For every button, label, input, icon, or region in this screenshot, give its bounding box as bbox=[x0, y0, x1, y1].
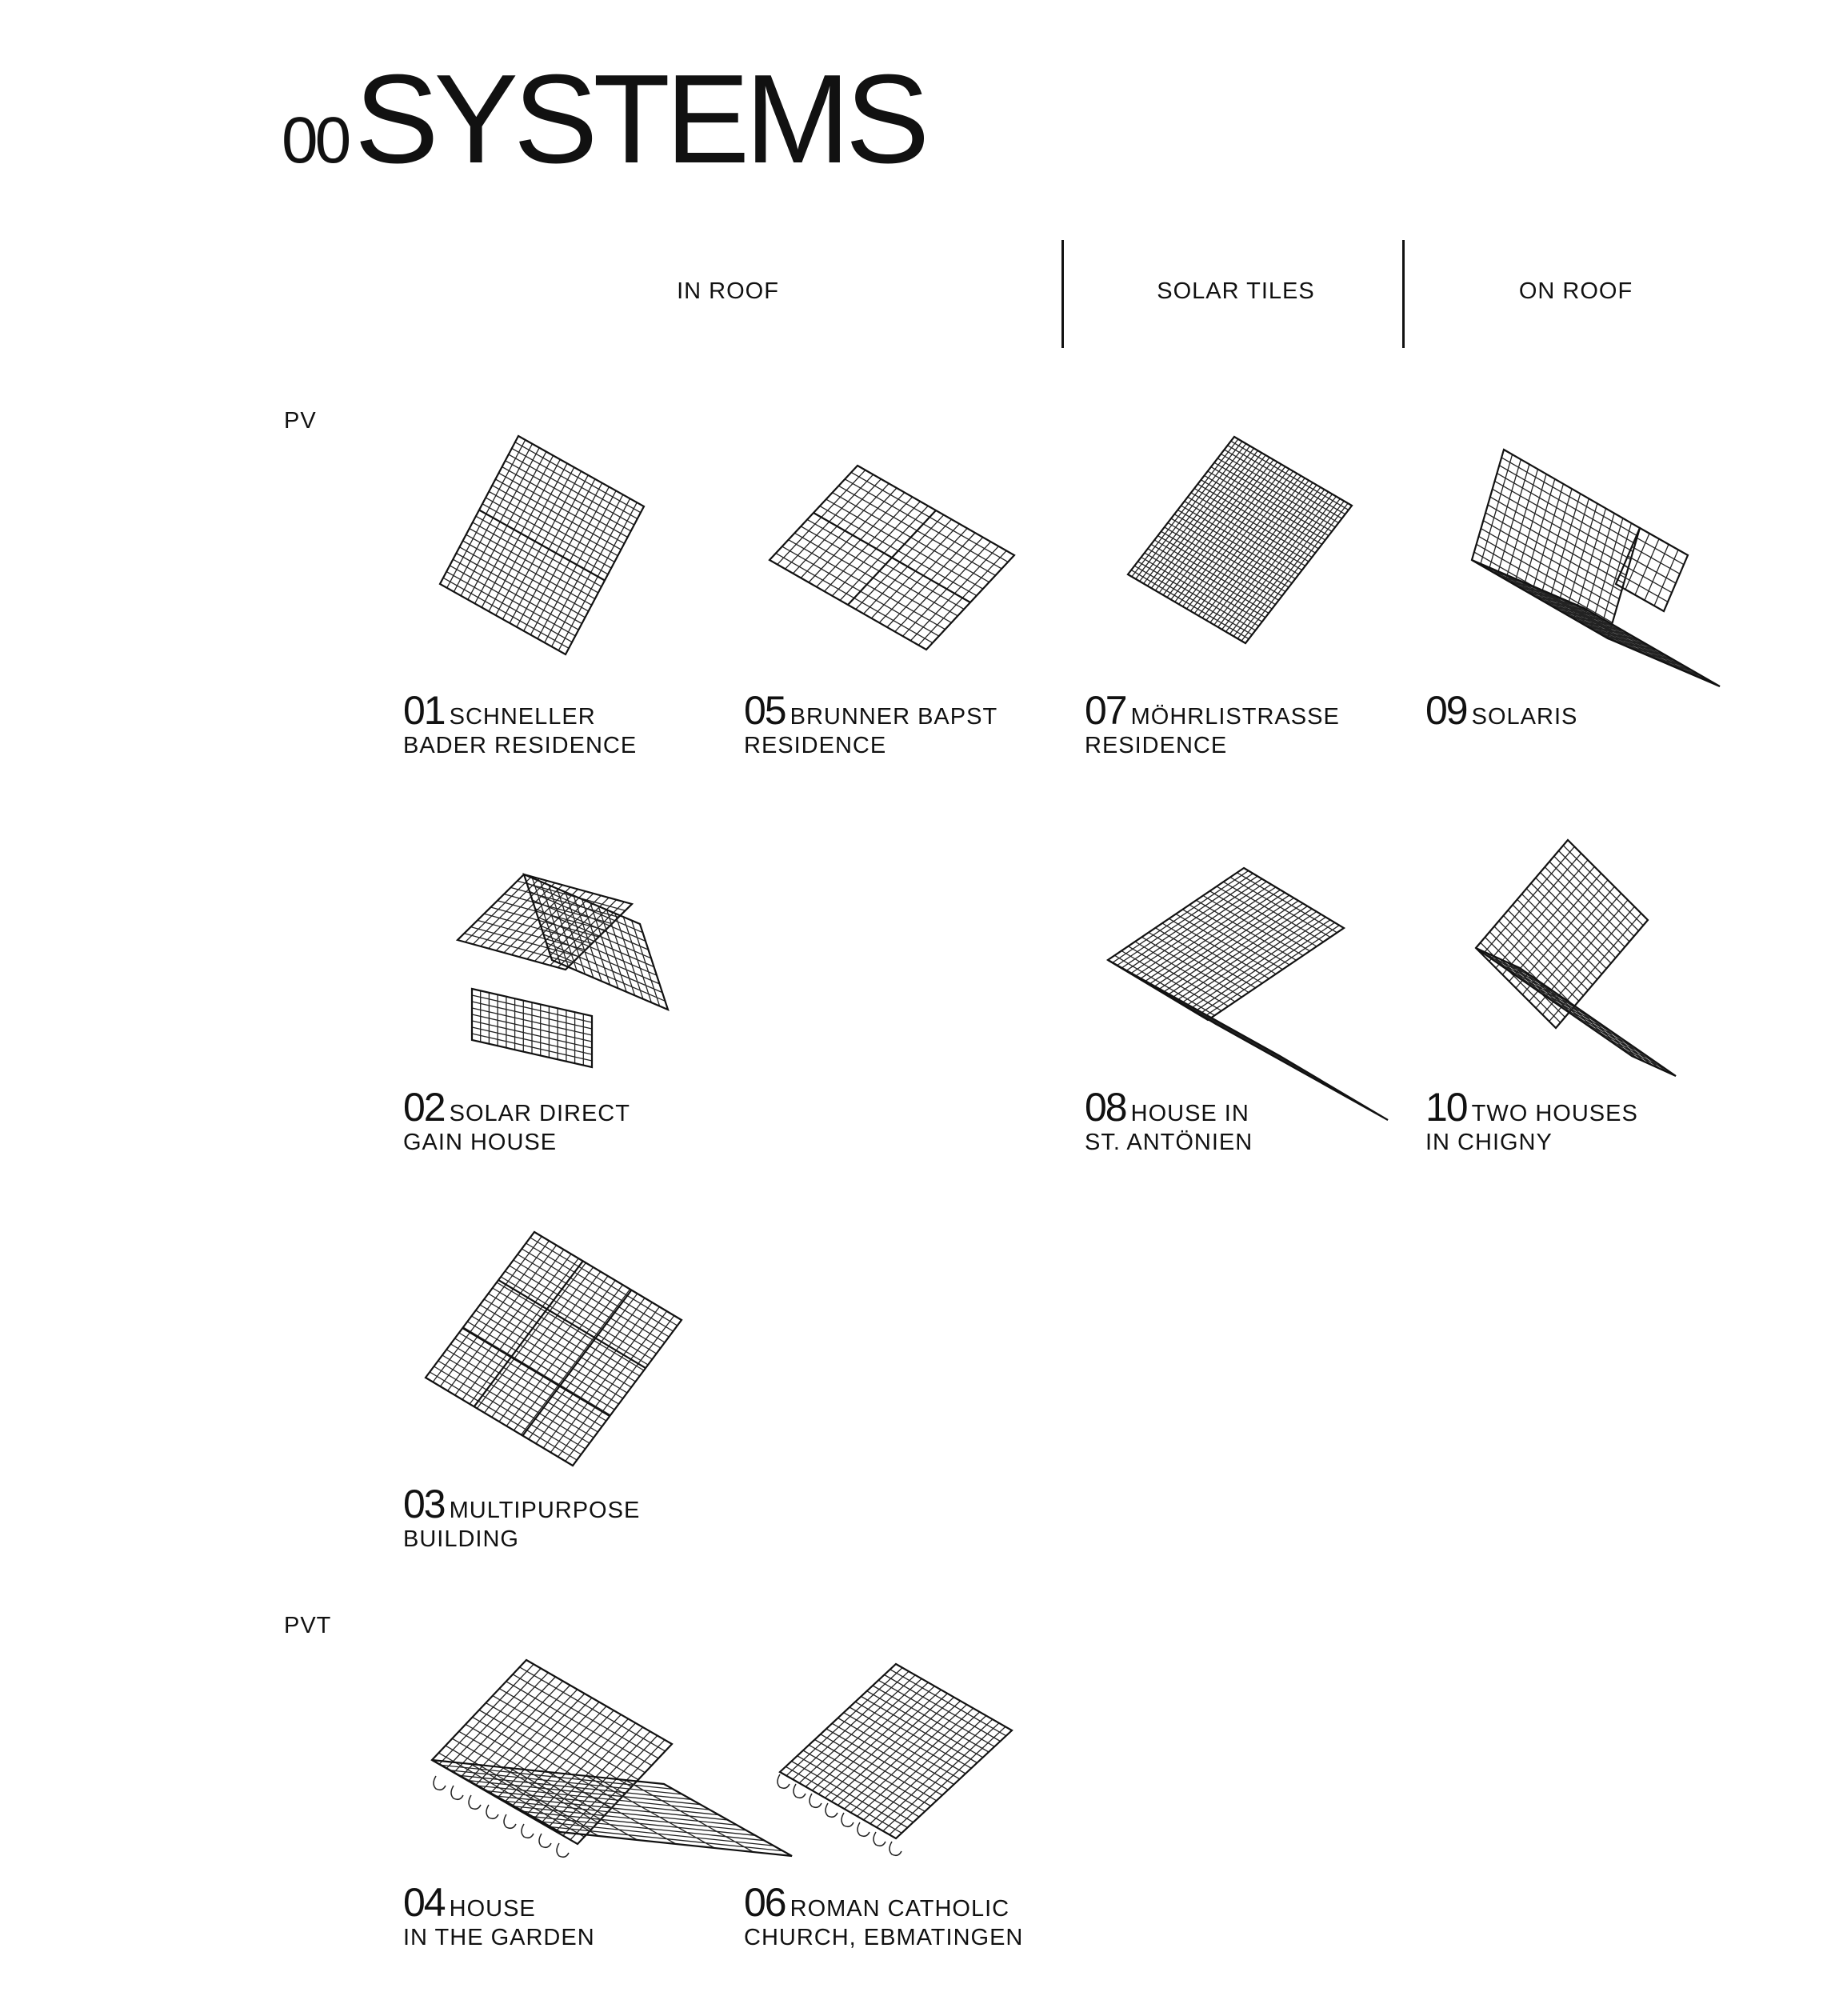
project-name-line1: SCHNELLER bbox=[449, 704, 596, 730]
project-caption-06[interactable] bbox=[744, 1880, 1024, 1952]
project-caption-01[interactable] bbox=[403, 688, 638, 760]
stepped-ridge-roof-grid-icon bbox=[1476, 840, 1676, 1076]
row-label-pv: PV bbox=[284, 408, 317, 434]
project-caption-05[interactable] bbox=[744, 688, 998, 760]
project-number: 03 bbox=[403, 1482, 445, 1526]
project-name-line1: MULTIPURPOSE bbox=[449, 1498, 641, 1523]
project-name-line1: HOUSE IN bbox=[1130, 1101, 1249, 1126]
pvt-collector-grid-icon bbox=[432, 1660, 792, 1857]
wide-pv-roof-grid-icon bbox=[770, 466, 1014, 650]
project-name-line1: MÖHRLISTRASSE bbox=[1130, 704, 1340, 730]
gable-house-grid-icon bbox=[458, 874, 668, 1067]
title-number: 00 bbox=[282, 104, 349, 177]
project-name-line2: GAIN HOUSE bbox=[403, 1130, 558, 1155]
project-name-line1: ROMAN CATHOLIC bbox=[790, 1896, 1010, 1922]
project-name-line2: CHURCH, EBMATINGEN bbox=[744, 1925, 1024, 1950]
project-caption-04[interactable] bbox=[403, 1880, 595, 1952]
project-name-line2: BUILDING bbox=[403, 1526, 519, 1552]
project-number: 06 bbox=[744, 1880, 786, 1925]
pvt-church-roof-grid-icon bbox=[778, 1664, 1012, 1855]
project-name-line2: IN CHIGNY bbox=[1425, 1130, 1553, 1155]
project-caption-03[interactable] bbox=[403, 1482, 641, 1554]
project-name-line1: TWO HOUSES bbox=[1471, 1101, 1638, 1126]
project-number: 01 bbox=[403, 688, 445, 733]
project-number: 02 bbox=[403, 1085, 445, 1130]
solar-tile-roof-grid-icon bbox=[1128, 437, 1352, 643]
project-name-line1: BRUNNER BAPST bbox=[790, 704, 998, 730]
project-caption-10[interactable] bbox=[1425, 1085, 1638, 1157]
project-number: 10 bbox=[1425, 1085, 1467, 1130]
project-caption-07[interactable] bbox=[1085, 688, 1340, 760]
project-number: 08 bbox=[1085, 1085, 1126, 1130]
column-header-on-roof: ON ROOF bbox=[1518, 278, 1633, 304]
project-number: 09 bbox=[1425, 688, 1467, 733]
project-name-line1: SOLARIS bbox=[1471, 704, 1578, 730]
stepped-on-roof-grid-icon bbox=[1472, 450, 1720, 686]
project-caption-02[interactable] bbox=[403, 1085, 630, 1157]
column-header-in-roof: IN ROOF bbox=[677, 278, 779, 304]
project-name-line2: RESIDENCE bbox=[744, 733, 887, 758]
project-name-line2: RESIDENCE bbox=[1085, 733, 1228, 758]
project-number: 07 bbox=[1085, 688, 1126, 733]
project-caption-08[interactable] bbox=[1085, 1085, 1253, 1157]
column-header-solar-tiles: SOLAR TILES bbox=[1157, 278, 1315, 304]
project-name-line2: IN THE GARDEN bbox=[403, 1925, 595, 1950]
project-number: 05 bbox=[744, 688, 786, 733]
project-number: 04 bbox=[403, 1880, 445, 1925]
project-name-line2: ST. ANTÖNIEN bbox=[1085, 1130, 1253, 1155]
project-caption-09[interactable] bbox=[1425, 688, 1578, 733]
row-label-pvt: PVT bbox=[284, 1613, 332, 1638]
rectangular-pv-roof-grid-icon bbox=[440, 436, 644, 654]
project-name-line2: BADER RESIDENCE bbox=[403, 733, 638, 758]
project-name-line1: SOLAR DIRECT bbox=[449, 1101, 630, 1126]
title-word: SYSTEMS bbox=[354, 49, 925, 190]
project-name-line1: HOUSE bbox=[449, 1896, 536, 1922]
staggered-solar-tile-grid-icon bbox=[1108, 868, 1388, 1120]
large-pv-roof-grid-icon bbox=[426, 1232, 682, 1466]
